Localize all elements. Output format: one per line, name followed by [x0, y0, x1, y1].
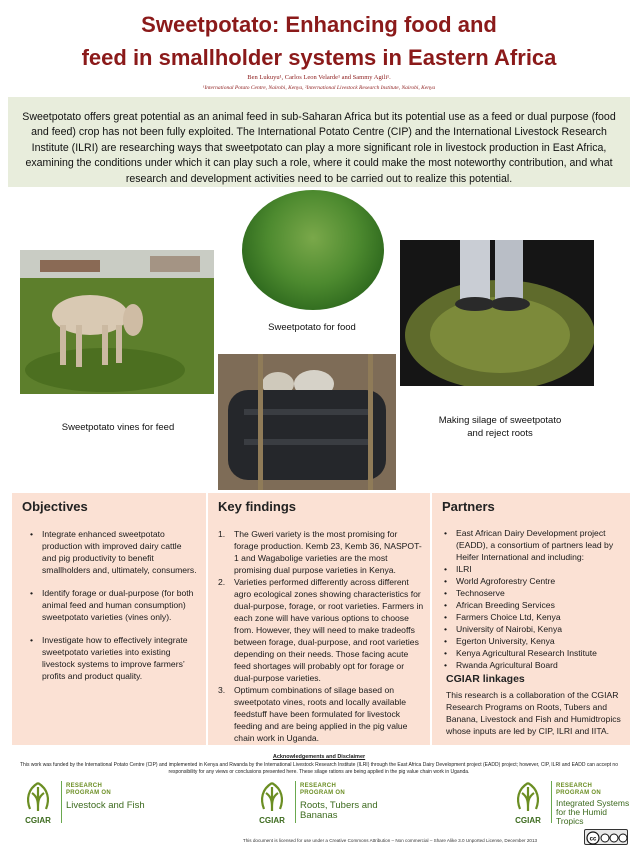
logo-roots-tubers-bananas — [252, 779, 402, 827]
poster-title-line-2: feed in smallholder systems in Eastern Africa — [81, 45, 557, 70]
caption-silage: Making silage of sweetpotato and reject roots — [438, 415, 562, 439]
logo-livestock-and-fish — [18, 779, 188, 827]
rp-line-1: RESEARCH — [66, 783, 103, 789]
photo-silage-bags — [218, 354, 396, 490]
cgiar-linkages-text: This research is a collaboration of the CGIAR Research Programs on Roots, Tubers and Banana, Livestock and Fish and Humidtropics whose inputs are led by CIP, ILRI and IITA. — [446, 690, 621, 736]
caption-feed: Sweetpotato vines for feed — [61, 422, 175, 433]
rp-line-2: PROGRAM ON — [300, 790, 345, 796]
list-item: • University of Nairobi, Kenya — [444, 623, 628, 635]
list-item — [218, 576, 424, 684]
list-item: • African Breeding Services — [444, 599, 628, 611]
rp-label — [300, 783, 345, 797]
rp-line-1: RESEARCH — [556, 783, 593, 789]
rp-line-2: PROGRAM ON — [66, 790, 111, 796]
rp-label — [66, 783, 111, 797]
svg-text:cc: cc — [589, 836, 597, 843]
list-item: • Egerton University, Kenya — [444, 635, 628, 647]
rp-line-1: RESEARCH — [300, 783, 337, 789]
item-text: Optimum combinations of silage based on sweetpotato vines, roots and locally available feedstuff have been formulated for livestock feeding and are being applied in the pig value chain work in Uganda. — [234, 685, 408, 743]
objectives-heading: Objectives — [22, 499, 88, 514]
list-item: • Integrate enhanced sweetpotato production with improved dairy cattle and pig productivity to benefit smallholders and, ultimately, consumers. — [30, 528, 198, 576]
list-item: • East African Dairy Development project (EADD), a consortium of partners lead by Heifer International and including: — [444, 527, 628, 563]
program-name: Integrated Systems for the Humid Tropics — [556, 798, 630, 826]
logo-divider — [61, 781, 62, 823]
item-text: Varieties performed differently across different agro ecological zones showing characteristics for dual-purpose, forage, or root varieties. Farmers in each zone will have various options to choose from. However, they will need to make tradeoffs between forage, dual-purpose, and root varieties depending on their needs. Those facing acute feed shortages will probably opt for forage or dual-purpose varieties. — [234, 577, 424, 683]
list-item: • Farmers Choice Ltd, Kenya — [444, 611, 628, 623]
intro-box: Sweetpotato offers great potential as an animal feed in sub-Saharan Africa but its potential use as a feed or dual purpose (food and feed) crop has not been fully exploited. The International Potato Centre (CIP) and the International Livestock Research Institute (ILRI) are researching ways that sweetpotato can play a more significant role in livestock production in East Africa, examining the conditions under which it can play such a role, where it could make the most noteworthy contribution, and what research and development activities need to be carried out to realize this potential. — [8, 97, 630, 187]
item-text: The Gweri variety is the most promising for forage production. Kemb 23, Kemb 36, NASPOT- 1 and Wagabolige varieties are the most promising dual purpose varieties in Kenya. — [234, 529, 422, 575]
acknowledgements-text: This work was funded by the International Potato Centre (CIP) and implemented in Kenya and Rwanda by the International Livestock Research Institute (ILRI) through the East Africa Dairy Development project (EADD) project; however, CIP, ILRI and EADD can accept no responsibility for any views or conclusions presented here. These silage rations are being applied in the pig value chain work in Uganda. — [20, 762, 618, 775]
partners-column — [432, 493, 630, 745]
list-item — [218, 684, 424, 744]
program-name: Livestock and Fish — [66, 800, 145, 811]
photo-silage-making — [400, 240, 594, 386]
rp-line-2: PROGRAM ON — [556, 790, 601, 796]
svg-text:CGIAR: CGIAR — [259, 816, 285, 825]
list-item — [218, 528, 424, 576]
cgiar-logo-icon — [252, 779, 292, 825]
cgiar-linkages-heading: CGIAR linkages — [446, 673, 525, 685]
cgiar-logo-icon — [508, 779, 548, 825]
acknowledgements-heading: Acknowledgements and Disclaimer — [272, 754, 366, 760]
authors: Ben Lukuyu¹, Carlos Leon Velarde¹ and Sammy Agili¹. — [247, 74, 391, 81]
rp-label — [556, 783, 601, 797]
poster-title-line-1: Sweetpotato: Enhancing food and — [141, 12, 497, 37]
logo-humidtropics — [508, 779, 636, 827]
objectives-list — [30, 528, 198, 693]
affiliations: ¹International Potato Centre, Nairobi, Kenya, ²International Livestock Research Institute, Nairobi, Kenya — [202, 85, 436, 91]
partners-heading: Partners — [442, 499, 495, 514]
logo-divider — [551, 781, 552, 823]
key-findings-column — [208, 493, 430, 745]
list-item: • ILRI — [444, 563, 628, 575]
svg-text:CGIAR: CGIAR — [25, 816, 51, 825]
list-item: • Technoserve — [444, 587, 628, 599]
creative-commons-badge-icon[interactable] — [584, 829, 628, 845]
list-item: • Identify forage or dual-purpose (for both animal feed and human consumption) sweetpotato varieties (vines only). — [30, 587, 198, 623]
caption-food: Sweetpotato for food — [268, 322, 356, 333]
objectives-column — [12, 493, 206, 745]
list-item: • Kenya Agricultural Research Institute — [444, 647, 628, 659]
item-number: 1. — [218, 529, 226, 539]
key-findings-list — [218, 528, 424, 744]
list-item: • Investigate how to effectively integrate sweetpotato varieties into existing livestock systems to improve farmers’ profits and product quality. — [30, 634, 198, 682]
photo-sweetpotato-field — [242, 190, 384, 310]
cgiar-logo-icon — [18, 779, 58, 825]
partners-list — [444, 527, 628, 671]
svg-text:CGIAR: CGIAR — [515, 816, 541, 825]
list-item: • Rwanda Agricultural Board — [444, 659, 628, 671]
license-text: This document is licensed for use under a Creative Commons Attribution – Non commercial – Share Alike 3.0 Unported License, December 2013 — [242, 838, 538, 843]
photo-cow-feeding — [20, 250, 214, 394]
item-number: 2. — [218, 577, 226, 587]
program-name: Roots, Tubers and Bananas — [300, 800, 378, 821]
key-findings-heading: Key findings — [218, 499, 297, 514]
logo-divider — [295, 781, 296, 823]
item-number: 3. — [218, 685, 226, 695]
list-item: • World Agroforestry Centre — [444, 575, 628, 587]
